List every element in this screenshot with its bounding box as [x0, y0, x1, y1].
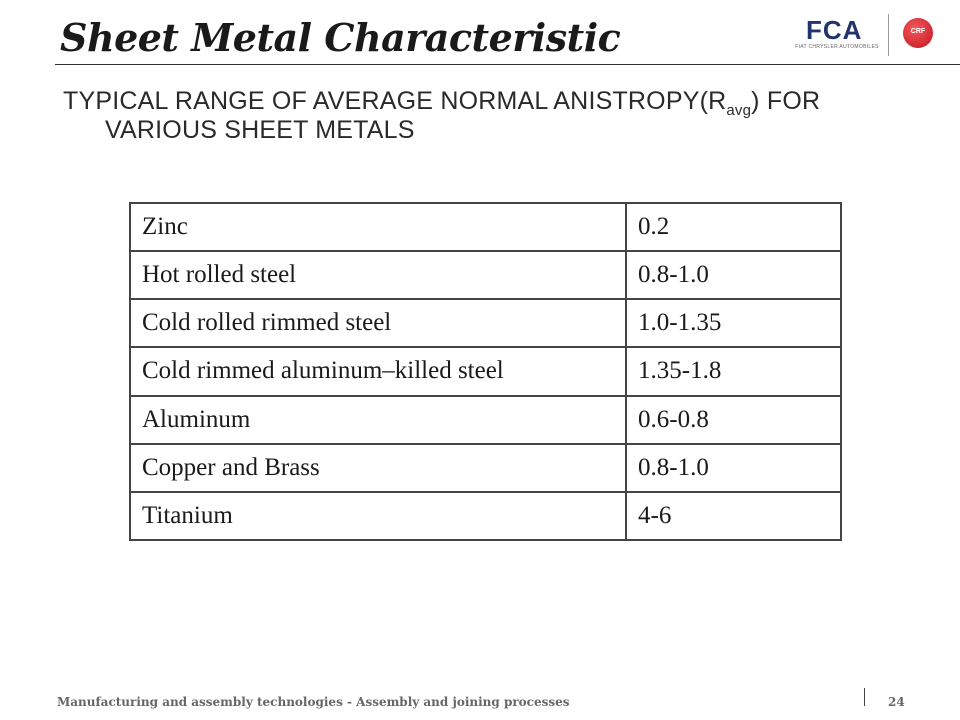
table-row — [130, 299, 841, 347]
material-cell: Aluminum — [130, 396, 626, 444]
value-cell: 0.8-1.0 — [626, 251, 841, 299]
material-cell: Titanium — [130, 492, 626, 540]
fca-logo — [792, 14, 882, 56]
anisotropy-table — [129, 202, 842, 541]
table-row — [130, 203, 841, 251]
fca-logo-subtitle: FIAT CHRYSLER AUTOMOBILES — [795, 44, 879, 50]
value-cell: 1.0-1.35 — [626, 299, 841, 347]
slide-title: Sheet Metal Characteristic — [60, 15, 621, 60]
page-number: 24 — [888, 695, 905, 709]
title-divider — [55, 64, 960, 65]
material-cell: Zinc — [130, 203, 626, 251]
table-row — [130, 347, 841, 395]
crf-logo-text: CRF — [910, 28, 926, 35]
fca-logo-text: FCA — [806, 15, 863, 45]
table-row — [130, 444, 841, 492]
material-cell: Hot rolled steel — [130, 251, 626, 299]
footer-separator — [864, 688, 865, 706]
table-row — [130, 492, 841, 540]
crf-logo — [903, 18, 933, 48]
material-cell: Cold rolled rimmed steel — [130, 299, 626, 347]
material-cell: Copper and Brass — [130, 444, 626, 492]
slide-heading — [63, 87, 943, 145]
heading-line1-start: TYPICAL RANGE OF AVERAGE NORMAL ANISTROPY(R — [63, 87, 727, 115]
table-row — [130, 251, 841, 299]
value-cell: 0.6-0.8 — [626, 396, 841, 444]
heading-subscript: avg — [726, 102, 752, 119]
heading-line1-end: ) FOR — [751, 87, 821, 115]
logo-separator — [888, 14, 889, 56]
value-cell: 4-6 — [626, 492, 841, 540]
footer-course-title: Manufacturing and assembly technologies - Assembly and joining processes — [57, 695, 570, 709]
value-cell: 1.35-1.8 — [626, 347, 841, 395]
value-cell: 0.8-1.0 — [626, 444, 841, 492]
material-cell: Cold rimmed aluminum–killed steel — [130, 347, 626, 395]
value-cell: 0.2 — [626, 203, 841, 251]
table-row — [130, 396, 841, 444]
heading-line2: VARIOUS SHEET METALS — [105, 116, 415, 144]
